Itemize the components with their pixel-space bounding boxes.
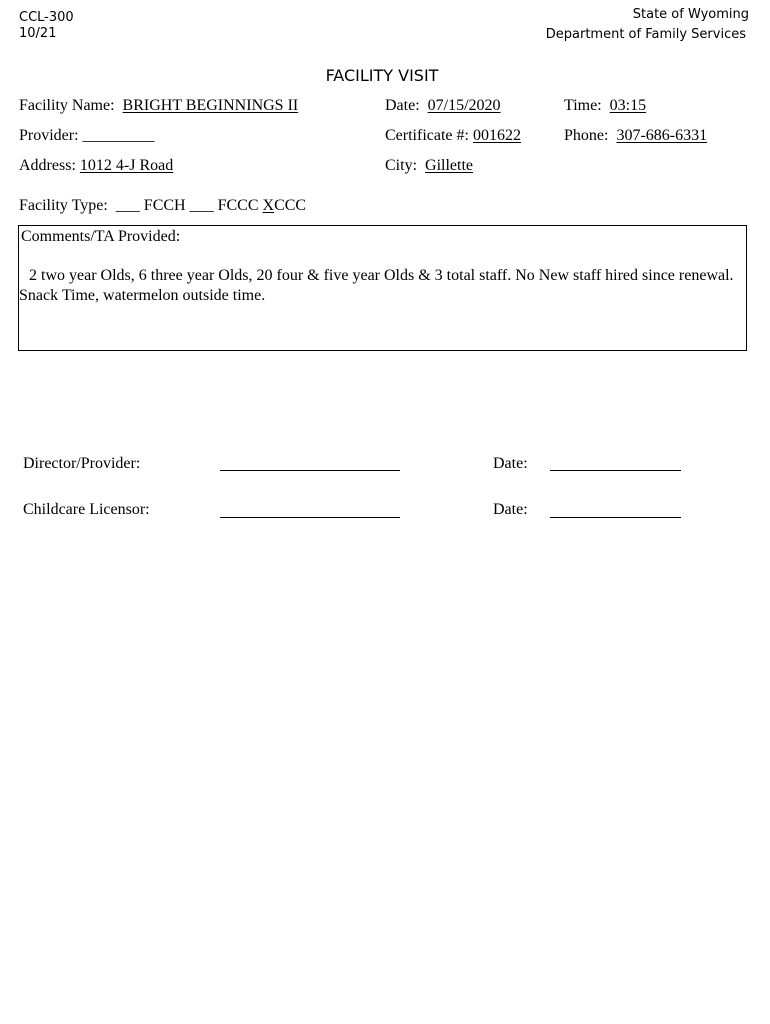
fcch-option: FCCH [143,197,186,214]
form-code: CCL-300 [19,10,74,25]
form-revision-date: 10/21 [19,26,57,41]
provider-label: Provider: [19,127,79,144]
licensor-date-line [550,517,681,518]
facility-type-label: Facility Type: [19,197,108,214]
director-date-label: Date: [493,455,528,472]
fccc-option: FCCC [217,197,259,214]
childcare-licensor-label: Childcare Licensor: [23,501,150,518]
phone-value: 307-686-6331 [616,127,708,144]
comments-label: Comments/TA Provided: [21,228,181,245]
fcch-checkmark: ___ [115,197,140,214]
licensor-signature-line [220,517,400,518]
fccc-checkmark: ___ [189,197,214,214]
certificate-row [385,126,521,146]
time-row [564,96,646,116]
ccc-checkmark: X [262,197,275,214]
provider-blank: _________ [82,127,155,144]
licensor-date-label: Date: [493,501,528,518]
director-date-line [550,470,681,471]
department-name: Department of Family Services [545,27,746,42]
phone-label: Phone: [564,127,609,144]
city-row [385,156,473,176]
date-row [385,96,501,116]
address-value: 1012 4-J Road [79,157,174,174]
facility-name-row [19,96,298,116]
facility-type-row [19,196,306,216]
address-row [19,156,173,176]
date-label: Date: [385,97,420,114]
certificate-label: Certificate #: [385,127,469,144]
time-value: 03:15 [609,97,647,114]
state-name: State of Wyoming [632,7,749,22]
director-provider-label: Director/Provider: [23,455,141,472]
time-label: Time: [564,97,602,114]
page-title: FACILITY VISIT [325,66,439,85]
ccc-option: CCC [274,197,307,214]
certificate-value: 001622 [472,127,521,144]
facility-name-value: BRIGHT BEGINNINGS II [122,97,299,114]
comments-box [18,225,747,351]
comments-text: 2 two year Olds, 6 three year Olds, 20 four & five year Olds & 3 total staff. No New staff hired since renewal. Snack Time, watermelon outside time. [19,267,734,304]
city-label: City: [385,157,418,174]
provider-row [19,126,155,146]
city-value: Gillette [425,157,473,174]
facility-name-label: Facility Name: [19,97,115,114]
date-value: 07/15/2020 [427,97,501,114]
address-label: Address: [19,157,76,174]
director-signature-line [220,470,400,471]
phone-row [564,126,707,146]
